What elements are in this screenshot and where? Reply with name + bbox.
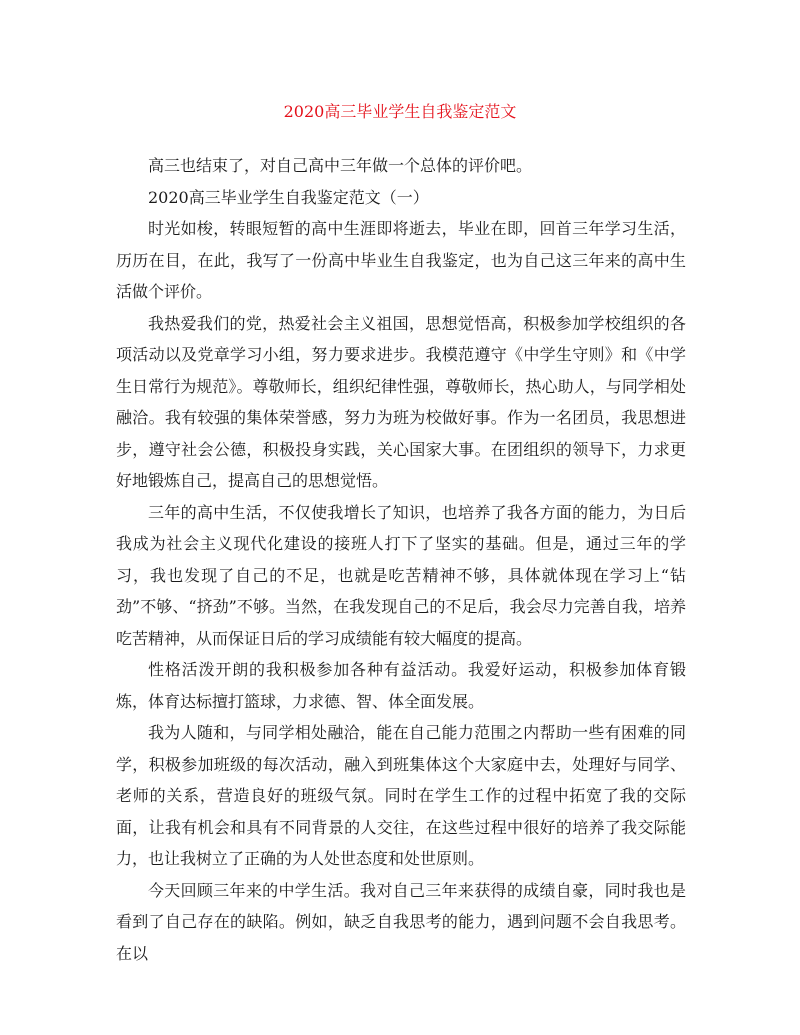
paragraph: 时光如梭，转眼短暂的高中生涯即将逝去，毕业在即，回首三年学习生活，历历在目，在此，我写了一份高中毕业生自我鉴定，也为自己这三年来的高中生活做个评价。 <box>116 219 686 301</box>
paragraph: 高三也结束了，对自己高中三年做一个总体的评价吧。 <box>148 156 533 175</box>
paragraph: 2020高三毕业学生自我鉴定范文（一） <box>148 187 429 207</box>
paragraph: 三年的高中生活，不仅使我增长了知识，也培养了我各方面的能力，为日后我成为社会主义现代化建设的接班人打下了坚实的基础。但是，通过三年的学习，我也发现了自己的不足，也就是吃苦精神不够，具体就体现在学习上“钻劲”不够、“挤劲”不够。当然，在我发现自己的不足后，我会尽力完善自我，培养吃苦精神，从而保证日后的学习成绩能有较大幅度的提高。 <box>116 502 686 648</box>
document-title: 2020高三毕业学生自我鉴定范文 <box>283 102 517 121</box>
paragraph: 性格活泼开朗的我积极参加各种有益活动。我爱好运动，积极参加体育锻炼，体育达标擅打篮球，力求德、智、体全面发展。 <box>116 660 686 711</box>
paragraph: 今天回顾三年来的中学生活。我对自己三年来获得的成绩自豪，同时我也是看到了自己存在的缺陷。例如，缺乏自我思考的能力，遇到问题不会自我思考。在以 <box>116 880 686 963</box>
paragraph: 我热爱我们的党，热爱社会主义祖国，思想觉悟高，积极参加学校组织的各项活动以及党章学习小组，努力要求进步。我模范遵守《中学生守则》和《中学生日常行为规范》。尊敬师长，组织纪律性强，尊敬师长，热心助人，与同学相处融洽。我有较强的集体荣誉感，努力为班为校做好事。作为一名团员，我思想进步，遵守社会公德，积极投身实践，关心国家大事。在团组织的领导下，力求更好地锻炼自己，提高自己的思想觉悟。 <box>116 313 686 490</box>
paragraph: 我为人随和，与同学相处融洽，能在自己能力范围之内帮助一些有困难的同学，积极参加班级的每次活动，融入到班集体这个大家庭中去，处理好与同学、老师的关系，营造良好的班级气氛。同时在学生工作的过程中拓宽了我的交际面，让我有机会和具有不同背景的人交往，在这些过程中很好的培养了我交际能力，也让我树立了正确的为人处世态度和处世原则。 <box>116 723 686 868</box>
document-body <box>116 150 686 969</box>
